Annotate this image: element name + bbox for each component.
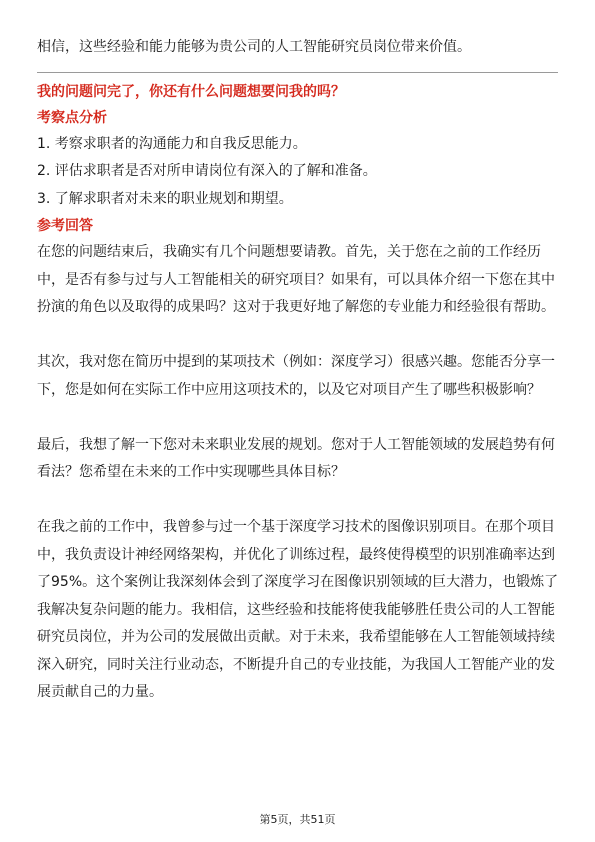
list-item: 1. 考察求职者的沟通能力和自我反思能力。 (37, 135, 307, 152)
answer-paragraph: 在您的问题结束后，我确实有几个问题想要请教。首先，关于您在之前的工作经历中，是否有参与过与人工智能相关的研究项目？如果有，可以具体介绍一下您在其中扮演的角色以及取得的成果吗？这对于我更好地了解您的专业能力和经验很有帮助。 (37, 244, 555, 315)
analysis-list (37, 131, 561, 214)
paragraph-gap (37, 404, 561, 432)
page-number: 第5页，共51页 (259, 813, 336, 826)
list-item: 2. 评估求职者是否对所申请岗位有深入的了解和准备。 (37, 163, 377, 179)
question-title: 我的问题问完了，你还有什么问题想要问我的吗？ (37, 83, 345, 100)
answer-paragraph: 其次，我对您在简历中提到的某项技术（例如：深度学习）很感兴趣。您能否分享一下，您是如何在实际工作中应用这项技术的，以及它对项目产生了哪些积极影响？ (37, 354, 555, 398)
answer-heading: 参考回答 (37, 218, 93, 234)
answer-paragraph: 最后，我想了解一下您对未来职业发展的规划。您对于人工智能领域的发展趋势有何看法？您希望在未来的工作中实现哪些具体目标？ (37, 436, 555, 480)
answer-paragraph: 在我之前的工作中，我曾参与过一个基于深度学习技术的图像识别项目。在那个项目中，我负责设计神经网络架构，并优化了训练过程，最终使得模型的识别准确率达到了95%。这个案例让我深刻体会到了深度学习在图像识别领域的巨大潜力，也锻炼了我解决复杂问题的能力。我相信，这些经验和技能将使我能够胜任贵公司的人工智能研究员岗位，并为公司的发展做出贡献。对于未来，我希望能够在人工智能领域持续深入研究，同时关注行业动态，不断提升自己的专业技能，为我国人工智能产业的发展贡献自己的力量。 (37, 519, 559, 700)
intro-line: 相信，这些经验和能力能够为贵公司的人工智能研究员岗位带来价值。 (37, 39, 471, 55)
analysis-heading: 考察点分析 (37, 109, 107, 126)
page-content (37, 34, 561, 707)
paragraph-gap (37, 487, 561, 515)
list-item: 3. 了解求职者对未来的职业规划和期望。 (37, 190, 293, 207)
paragraph-gap (37, 322, 561, 350)
divider (37, 72, 558, 73)
